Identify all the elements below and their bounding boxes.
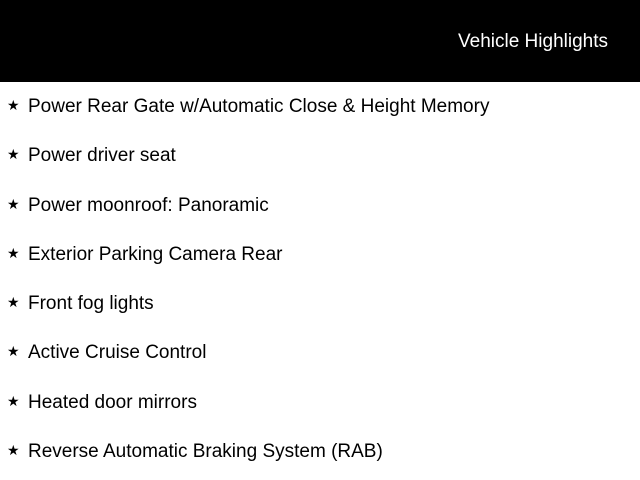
- star-icon: ★: [7, 244, 20, 261]
- page-title: Vehicle Highlights: [458, 31, 608, 52]
- list-item: [0, 378, 640, 427]
- list-item: [0, 427, 640, 476]
- star-icon: ★: [7, 392, 20, 409]
- highlights-list: [0, 82, 640, 476]
- list-item: [0, 181, 640, 230]
- highlight-label: Exterior Parking Camera Rear: [28, 243, 283, 265]
- highlight-label: Reverse Automatic Braking System (RAB): [28, 441, 383, 463]
- highlight-label: Heated door mirrors: [28, 391, 197, 413]
- star-icon: ★: [7, 97, 20, 113]
- highlight-label: Power moonroof: Panoramic: [28, 194, 269, 216]
- list-item: [0, 328, 640, 377]
- highlight-label: Front fog lights: [28, 293, 154, 315]
- star-icon: ★: [7, 146, 20, 163]
- list-item: [0, 82, 640, 131]
- star-icon: ★: [7, 442, 20, 459]
- list-item: [0, 131, 640, 180]
- highlight-label: Power driver seat: [28, 145, 176, 167]
- star-icon: ★: [7, 294, 20, 311]
- header-bar: [0, 0, 640, 82]
- list-item: [0, 279, 640, 328]
- star-icon: ★: [7, 343, 20, 360]
- highlight-label: Active Cruise Control: [28, 342, 207, 364]
- highlight-label: Power Rear Gate w/Automatic Close & Height Memory: [28, 96, 490, 117]
- list-item: [0, 230, 640, 279]
- star-icon: ★: [7, 195, 20, 212]
